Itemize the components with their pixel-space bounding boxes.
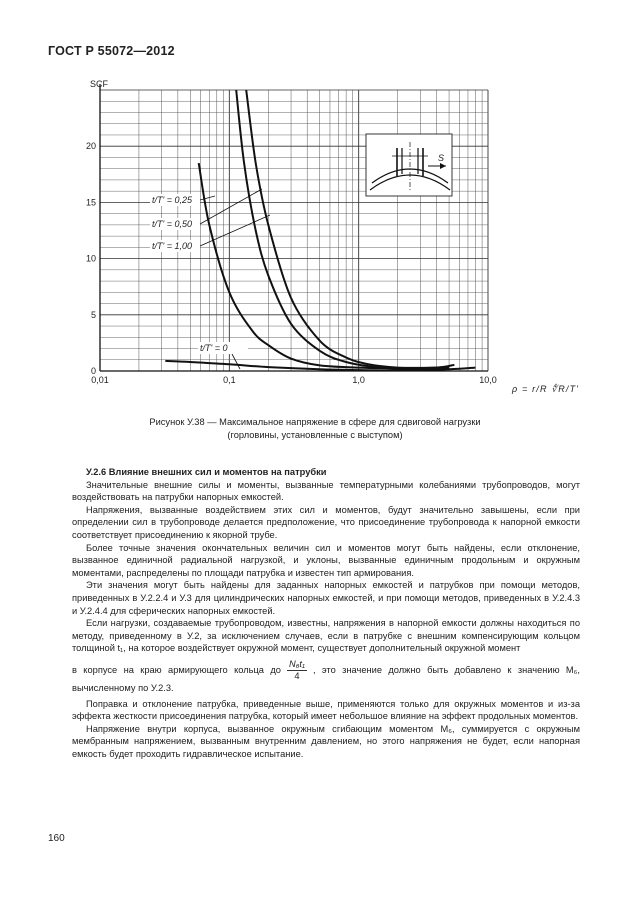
y-tick-label: 20 — [85, 141, 96, 152]
figure-caption — [0, 416, 630, 442]
paragraph-5: Если нагрузки, создаваемые трубопроводом, известны, напряжения в напорной емкости должны находиться по методу, приведенному в У.2, за исключением случаев, если в патрубке с внешним компенсирующим кольцом толщиной t₁, на которое воздействует окружной момент, существует дополнительный окружной момент — [72, 618, 580, 654]
inset-frame — [366, 134, 452, 196]
series-label: t/T' = 0,50 — [152, 219, 192, 229]
x-tick-label: 0,1 — [223, 375, 236, 385]
fraction-denominator: 4 — [294, 670, 300, 681]
paragraph-3: Более точные значения окончательных величин сил и моментов могут быть найдены, если отклонение, вызванное единичной радиальной нагрузкой, и уклоны, вызванные единичным продольным и окружным моментами, распределены по площади патрубка и известен тип армирования. — [72, 542, 580, 578]
y-tick-label: 0 — [90, 366, 96, 376]
section-title: У.2.6 Влияние внешних сил и моментов на патрубки — [86, 467, 327, 477]
page-number: 160 — [48, 833, 65, 844]
scf-chart — [0, 0, 630, 410]
nozzle-inset-diagram — [366, 134, 452, 196]
fraction — [287, 659, 307, 682]
formula-lead-text: в корпусе на краю армирующего кольца до — [72, 664, 281, 675]
x-tick-label: 0,01 — [91, 375, 109, 385]
y-tick-label: 15 — [85, 197, 96, 208]
x-tick-label: 1,0 — [352, 375, 365, 385]
x-axis-label: ρ = r/R ∜R/T' — [512, 384, 578, 394]
paragraph-4: Эти значения могут быть найдены для заданных напорных емкостей и патрубков при помощи методов, приведенных в У.2.2.4 и У.3 для цилиндрических напорных емкостей, и при помощи методов, приведенных в У.2.4.3 и У.2.4.4 для сферических напорных емкостей. — [72, 580, 580, 616]
section-u26 — [72, 466, 580, 760]
series-leader-line — [200, 196, 215, 200]
paragraph-1: Значительные внешние силы и моменты, вызванные температурными колебаниями трубопроводов, могут воздействовать на патрубки напорных емкостей. — [72, 479, 580, 503]
document-header: ГОСТ Р 55072—2012 — [48, 44, 175, 58]
chart-labels — [86, 79, 578, 394]
series-leader-line — [232, 354, 240, 369]
shear-load-label: S — [438, 153, 445, 163]
y-axis-label: SCF — [90, 79, 108, 89]
y-tick-label: 5 — [90, 309, 96, 320]
series-label: t/T' = 0 — [200, 343, 228, 353]
fraction-numerator: N₆t₁ — [288, 658, 305, 669]
paragraph-6: Поправка и отклонение патрубка, приведенные выше, применяются только для окружных моментов и из-за эффекта жесткости присоединения патрубка, который имеет небольшое влияние на эффект продольных моментов. — [72, 698, 580, 722]
y-tick-label: 10 — [85, 253, 96, 264]
chart-curves — [165, 90, 475, 370]
series-label: t/T' = 1,00 — [152, 241, 192, 251]
series-label: t/T' = 0,25 — [152, 195, 192, 205]
formula-tail-text: , это значение должно быть добавлено к значению M₆, вычисленному по У.2.3. — [72, 664, 580, 693]
paragraph-5-continued — [72, 659, 580, 695]
x-tick-label: 10,0 — [479, 375, 497, 385]
paragraph-7: Напряжение внутри корпуса, вызванное окружным сгибающим моментом M₆, суммируется с окружным мембранным напряжением, вызванным внутренним давлением, но этого напряжения не будет, если напорная емкость будет проходить гидравлическое испытание. — [72, 723, 580, 759]
caption-line-1: Рисунок У.38 — Максимальное напряжение в сфере для сдвиговой нагрузки — [149, 417, 481, 427]
caption-line-2: (горловины, установленные с выступом) — [227, 430, 403, 440]
paragraph-2: Напряжения, вызванные воздействием этих сил и моментов, будут значительно завышены, если при определении сил в трубопроводе делается предположение, что присоединение трубопровода к напорной емкости соответствует присоединению к якорной трубе. — [72, 504, 580, 540]
